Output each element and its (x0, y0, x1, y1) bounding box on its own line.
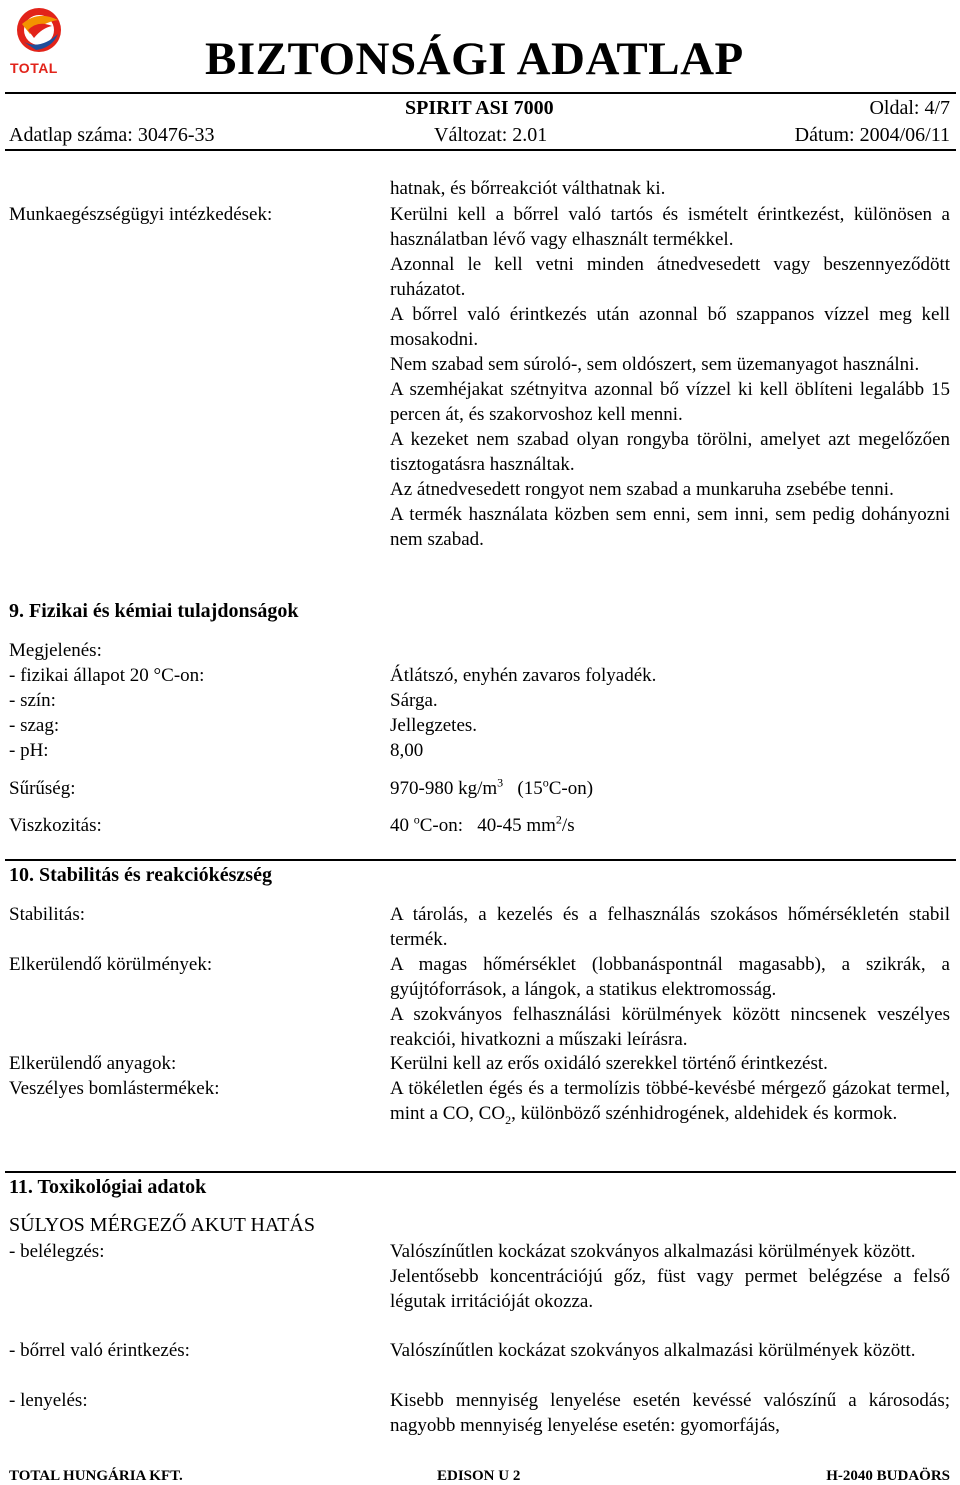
header-rule-bottom (5, 149, 956, 151)
ph-value: 8,00 (390, 740, 424, 761)
hygiene-paragraph: Nem szabad sem súroló-, sem oldószert, sem üzemanyagot használni. (390, 354, 920, 375)
visc-temp: 40 (390, 815, 414, 836)
sheet-number: Adatlap száma: 30476-33 (9, 124, 215, 146)
product-name: SPIRIT ASI 7000 (405, 97, 554, 119)
inhalation-paragraph: Jelentősebb koncentrációjú gőz, füst vagy permet belégzése a felső légutak irritációját okozza. (390, 1266, 950, 1312)
degree-mark: o (542, 775, 549, 790)
hygiene-paragraph: A kezeket nem szabad olyan rongyba törölni, amelyet azt megelőzően tisztogatásra használtak. (390, 429, 950, 475)
skin-paragraph: Valószínűtlen kockázat szokványos alkalmazási körülmények között. (390, 1340, 916, 1361)
skin-text (390, 1338, 950, 1363)
inhalation-label: - belélegzés: (9, 1241, 105, 1262)
odor-label: - szag: (9, 715, 60, 736)
decomposition-label: Veszélyes bomlástermékek: (9, 1078, 220, 1099)
section-rule-11 (5, 1171, 956, 1173)
hygiene-paragraph: A termék használata közben sem enni, sem inni, sem pedig dohányozni nem szabad. (390, 504, 950, 550)
density-condition: (15 (517, 778, 543, 799)
ingestion-paragraph: Kisebb mennyiség lenyelése esetén kevéssé valószínű a károsodás; nagyobb mennyiség lenyelése esetén: gyomorfájás, (390, 1390, 950, 1436)
decomposition-text (390, 1076, 950, 1126)
color-label: - szín: (9, 690, 56, 711)
stability-label: Stabilitás: (9, 904, 85, 925)
state-label: - fizikai állapot 20 °C-on: (9, 665, 205, 686)
brand-name: TOTAL (10, 60, 58, 76)
conditions-paragraph: A magas hőmérséklet (lobbanáspontnál magasabb), a szikrák, a gyújtóforrások, a lángok, a statikus elektromosság. (390, 954, 950, 1000)
section-rule-10 (5, 859, 956, 861)
stability-paragraph: A tárolás, a kezelés és a felhasználás szokásos hőmérsékletén stabil termék. (390, 904, 950, 950)
materials-label: Elkerülendő anyagok: (9, 1053, 177, 1074)
visc-number: C-on: 40-45 mm (419, 815, 556, 836)
header-rule-top (5, 92, 956, 94)
conditions-text (390, 952, 950, 1052)
footer-city: H-2040 BUDAÖRS (826, 1468, 950, 1484)
section-9-title: 9. Fizikai és kémiai tulajdonságok (9, 600, 299, 622)
acute-effect-heading: SÚLYOS MÉRGEZŐ AKUT HATÁS (9, 1214, 315, 1236)
viscosity-value (390, 813, 575, 838)
section-10-title: 10. Stabilitás és reakciókészség (9, 864, 272, 886)
footer-company: TOTAL HUNGÁRIA KFT. (9, 1468, 183, 1484)
inhalation-text (390, 1239, 950, 1314)
hygiene-paragraph: Kerülni kell a bőrrel való tartós és ismételt érintkezést, különösen a használatban lévő vagy elhasznált termékkel. (390, 204, 950, 250)
ph-label: - pH: (9, 740, 49, 761)
viscosity-label: Viszkozitás: (9, 815, 102, 836)
conditions-paragraph: A szokványos felhasználási körülmények között nincsenek veszélyes reakciói, hivatkozni a műszaki leírásra. (390, 1004, 950, 1050)
decomposition-text-b: , különböző szénhidrogének, aldehidek és kormok. (511, 1103, 898, 1124)
density-value (390, 776, 593, 801)
hygiene-paragraph: Az átnedvesedett rongyot nem szabad a munkaruha zsebébe tenni. (390, 479, 894, 500)
page-number: Oldal: 4/7 (869, 97, 950, 119)
version: Változat: 2.01 (434, 124, 548, 146)
conditions-label: Elkerülendő körülmények: (9, 954, 213, 975)
document-title: BIZTONSÁGI ADATLAP (205, 33, 744, 85)
density-condition-end: C-on) (548, 778, 594, 799)
ingestion-text (390, 1388, 950, 1438)
degree-mark: o (413, 812, 420, 827)
hygiene-paragraph: A bőrrel való érintkezés után azonnal bő szappanos vízzel meg kell mosakodni. (390, 304, 950, 350)
visc-exponent: 2 (555, 812, 562, 827)
hygiene-label: Munkaegészségügyi intézkedések: (9, 204, 273, 225)
skin-label: - bőrrel való érintkezés: (9, 1340, 190, 1361)
materials-paragraph: Kerülni kell az erős oxidáló szerekkel történő érintkezést. (390, 1053, 828, 1074)
hygiene-paragraph: Azonnal le kell vetni minden átnedvesedett vagy beszennyeződött ruházatot. (390, 254, 950, 300)
total-logo (8, 4, 68, 78)
density-label: Sűrűség: (9, 778, 76, 799)
date: Dátum: 2004/06/11 (794, 124, 950, 146)
co2-subscript: 2 (505, 1112, 512, 1127)
decomposition-text-a: A tökéletlen égés és a termolízis többé-kevésbé mérgező gázokat termel, mint a CO, CO (390, 1078, 950, 1124)
stability-text (390, 902, 950, 952)
appearance-label: Megjelenés: (9, 640, 102, 661)
hygiene-paragraph: A szemhéjakat szétnyitva azonnal bő vízzel ki kell öblíteni legalább 15 percen át, és szakorvoshoz kell menni. (390, 379, 950, 425)
density-exponent: 3 (497, 775, 504, 790)
visc-unit: /s (561, 815, 575, 836)
decomposition-paragraph (390, 1076, 950, 1126)
continuation-text: hatnak, és bőrreakciót válthatnak ki. (390, 178, 666, 199)
materials-text (390, 1051, 950, 1076)
odor-value: Jellegzetes. (390, 715, 478, 736)
inhalation-paragraph: Valószínűtlen kockázat szokványos alkalmazási körülmények között. (390, 1241, 916, 1262)
hygiene-text (390, 202, 950, 552)
ingestion-label: - lenyelés: (9, 1390, 88, 1411)
color-value: Sárga. (390, 690, 438, 711)
density-number: 970-980 kg/m (390, 778, 498, 799)
state-value: Átlátszó, enyhén zavaros folyadék. (390, 665, 657, 686)
section-11-title: 11. Toxikológiai adatok (9, 1176, 207, 1198)
footer-street: EDISON U 2 (437, 1468, 521, 1484)
